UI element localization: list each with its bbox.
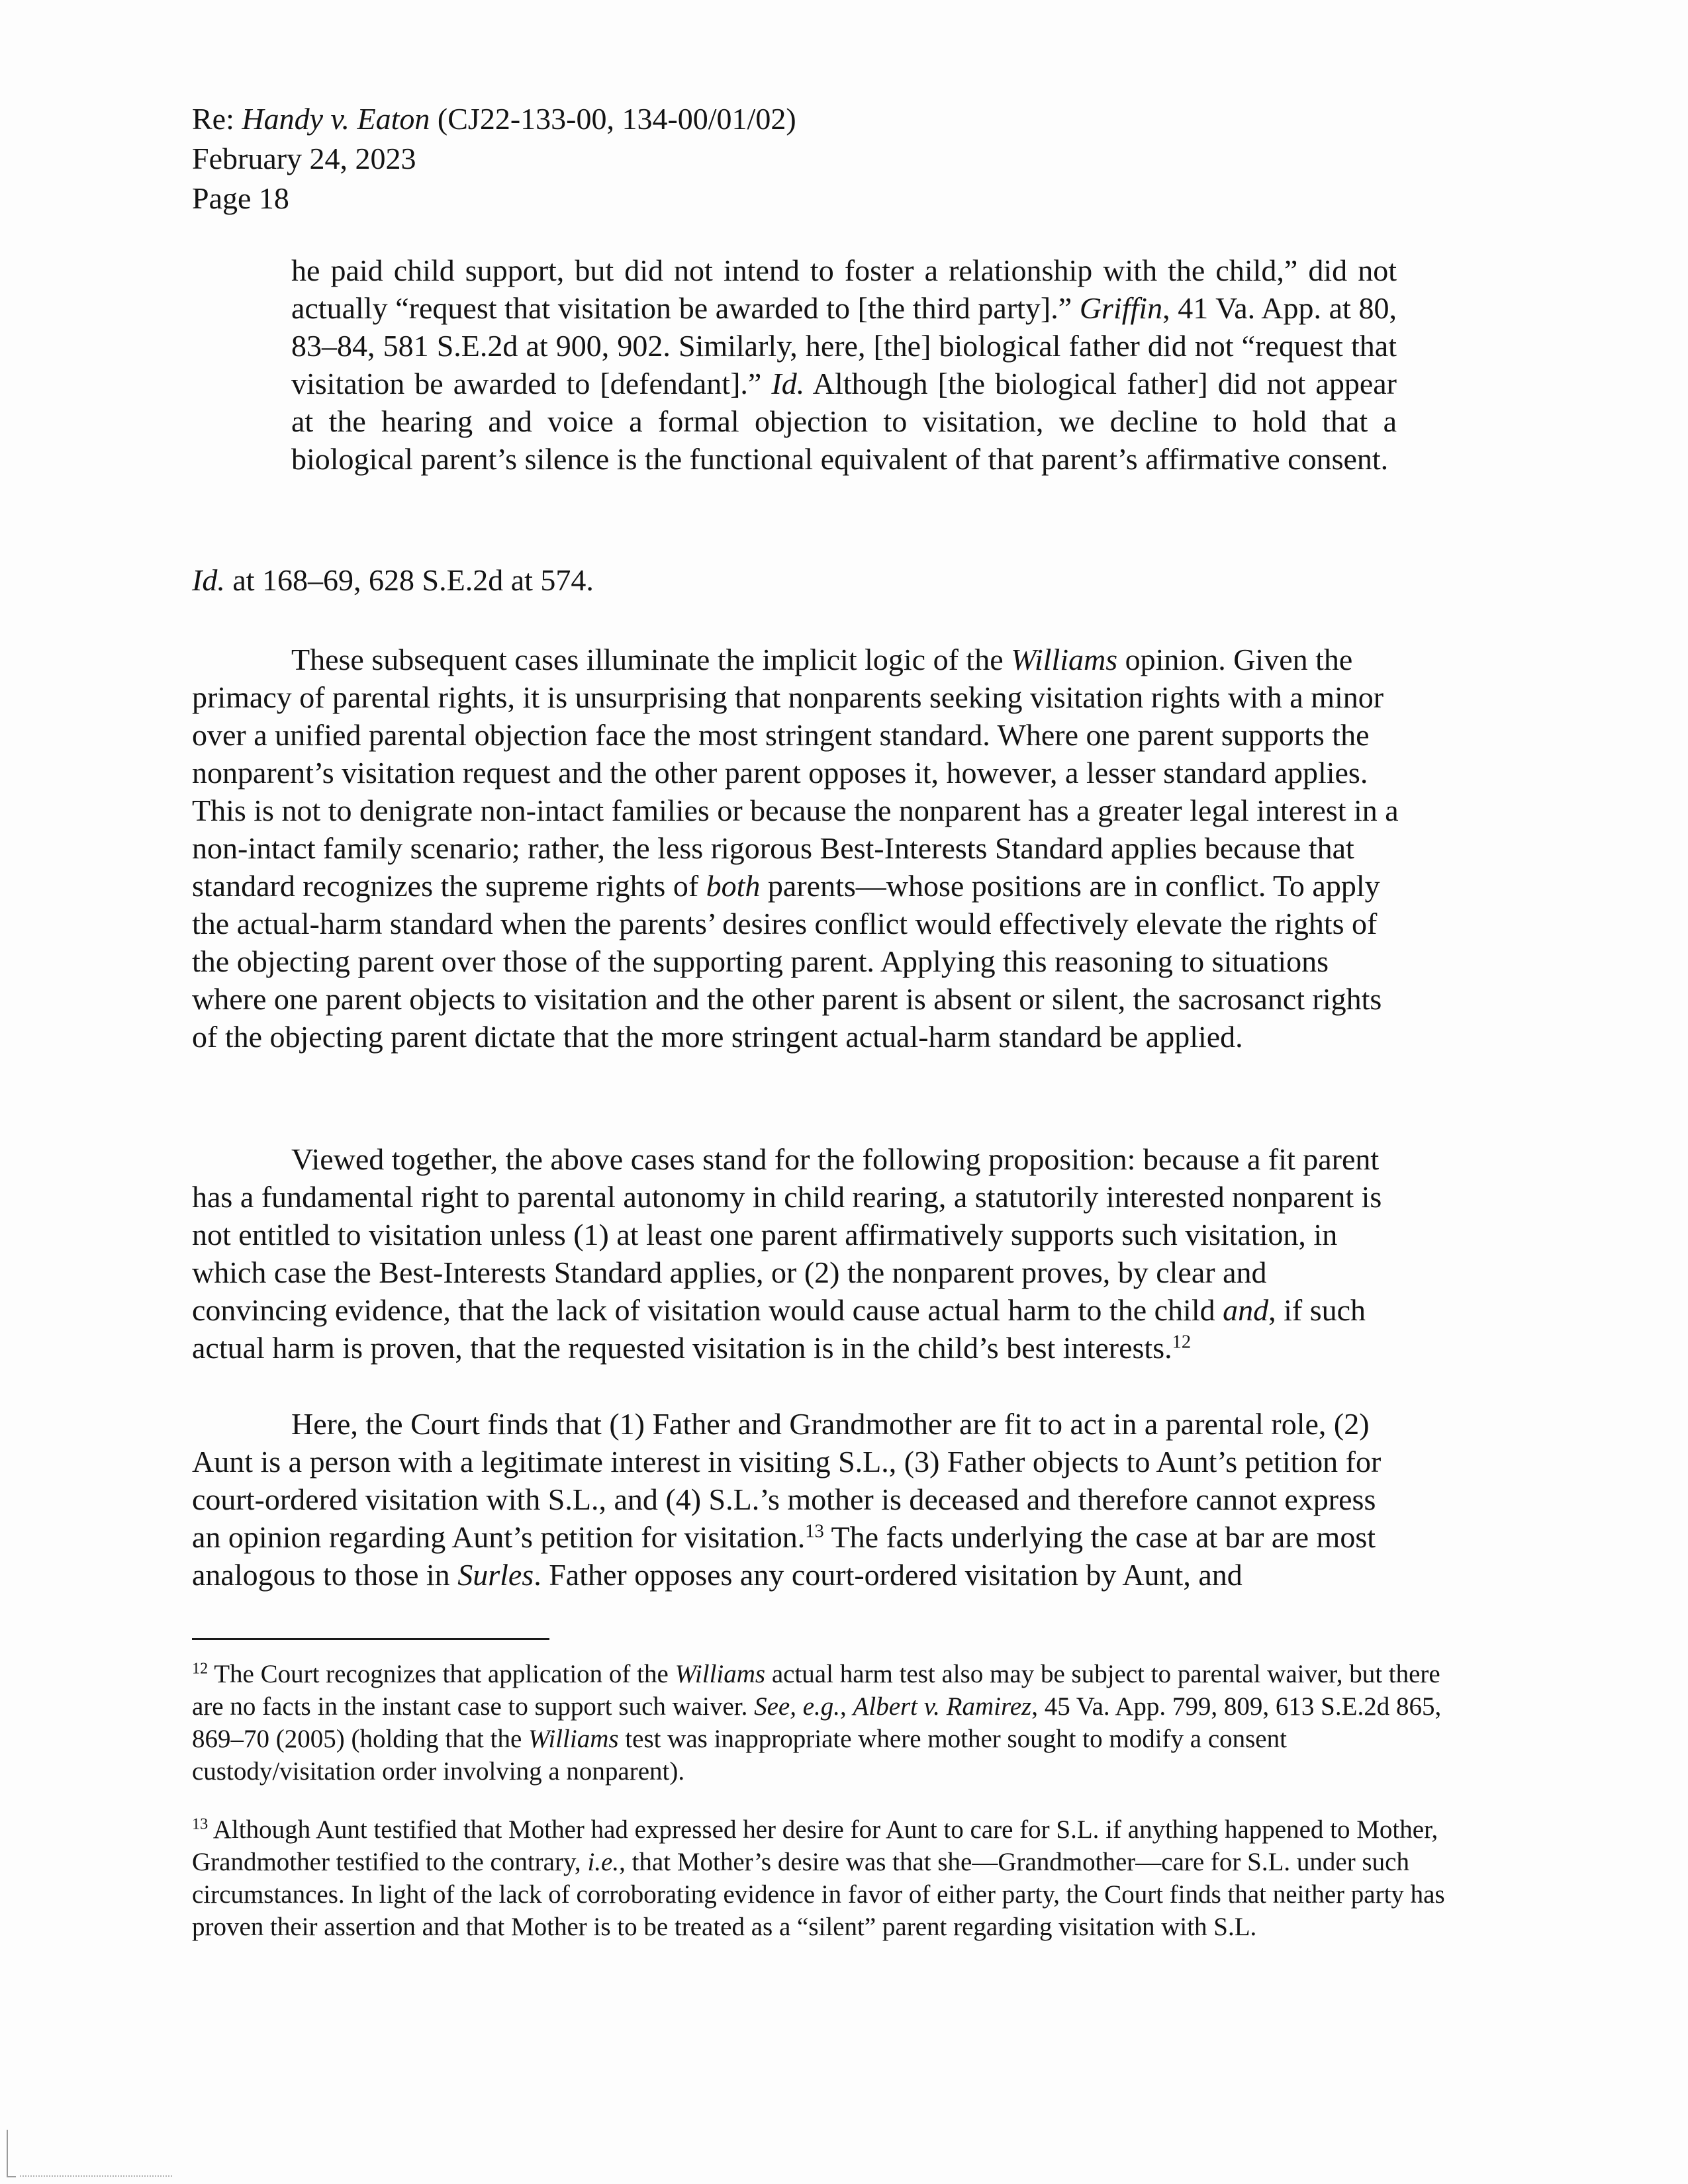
footnote-ref: 13: [805, 1521, 824, 1542]
quote-text: , 41 Va. App. at 80, 83–84, 581 S.E.2d at 900, 902. Similarly, here, [the] biological father did not “request that visitation be awarded to [defendant].”: [291, 291, 1397, 400]
paragraph-text: . Father opposes any court-ordered visitation by Aunt, and: [534, 1558, 1243, 1592]
paragraph-text: , if such actual harm is proven, that the requested visitation is in the child’s best interests.: [192, 1293, 1366, 1365]
case-name-italic: Williams: [1011, 643, 1118, 676]
id-cite: Id.: [771, 367, 805, 400]
footnote-text: , that Mother’s desire was that she—Grandmother—care for S.L. under such circumstances. In light of the lack of corroborating evidence in favor of either party, the Court finds that neither party has proven their assertion and that Mother is to be treated as a “silent” parent regarding visitation with S.L.: [192, 1848, 1445, 1941]
footnote-text: actual harm test also may be subject to parental waiver, but there are no facts in the instant case to support such waiver.: [192, 1660, 1440, 1721]
emphasis-italic: and: [1223, 1293, 1269, 1327]
footnote-12: [192, 1658, 1463, 1788]
body-paragraph: [192, 1140, 1403, 1367]
paragraph-text: The facts underlying the case at bar are most analogous to those in: [192, 1520, 1376, 1592]
case-cite-italic: Griffin: [1079, 291, 1163, 325]
quote-text: Although [the biological father] did not appear at the hearing and voice a formal objection to visitation, we decline to hold that a biological parent’s silence is the functional equivalent of that parent’s affirmative consent.: [291, 367, 1397, 476]
paragraph-text: opinion. Given the primacy of parental rights, it is unsurprising that nonparents seeking visitation rights with a minor over a unified parental objection face the most stringent standard. Where one parent supports the nonparent’s visitation request and the other parent opposes it, however, a lesser standard applies. This is not to denigrate non-intact families or because the nonparent has a greater legal interest in a non-intact family scenario; rather, the less rigorous Best-Interests Standard applies because that standard recognizes the supreme rights of: [192, 643, 1399, 903]
re-line: [192, 99, 796, 139]
header-date: February 24, 2023: [192, 142, 416, 175]
footnote-text: Although Aunt testified that Mother had expressed her desire for Aunt to care for S.L. if anything happened to Mother, Grandmother testified to the contrary,: [192, 1815, 1438, 1876]
case-name-italic: Surles: [457, 1558, 534, 1592]
footnote-13: [192, 1813, 1463, 1943]
footnote-text: test was inappropriate where mother sought to modify a consent custody/visitation order involving a nonparent).: [192, 1725, 1287, 1786]
body-paragraph: [192, 1405, 1403, 1594]
block-quote: [291, 251, 1397, 478]
letter-header: [192, 99, 796, 218]
scan-corner-mark: [7, 2130, 16, 2177]
header-page-number: Page 18: [192, 181, 289, 215]
case-name: Handy v. Eaton: [242, 102, 430, 136]
footnote-separator: [192, 1638, 549, 1640]
footnote-ref: 12: [1172, 1332, 1192, 1353]
signal-italic: See, e.g.: [754, 1692, 841, 1721]
case-name-italic: Williams: [528, 1725, 619, 1753]
footnote-text: The Court recognizes that application of the: [208, 1660, 675, 1688]
id-cite: Id.: [192, 563, 225, 597]
footnote-number: 12: [192, 1659, 209, 1678]
case-name-italic: Albert v. Ramirez: [853, 1692, 1032, 1721]
paragraph-text: Viewed together, the above cases stand for the following proposition: because a fit parent has a fundamental right to parental autonomy in child rearing, a statutorily interested nonparent is not entitled to visitation unless (1) at least one parent affirmatively supports such visitation, in which case the Best-Interests Standard applies, or (2) the nonparent proves, by clear and convincing evidence, that the lack of visitation would cause actual harm to the child: [192, 1142, 1382, 1327]
case-name-italic: Williams: [675, 1660, 766, 1688]
abbrev-italic: i.e.: [587, 1848, 620, 1876]
emphasis-italic: both: [706, 869, 761, 903]
citation-line: [192, 561, 594, 599]
re-prefix: Re:: [192, 102, 242, 136]
case-numbers: (CJ22-133-00, 134-00/01/02): [430, 102, 796, 136]
footnote-text: ,: [840, 1692, 853, 1721]
scan-edge-mark: [20, 2175, 172, 2177]
paragraph-text: These subsequent cases illuminate the implicit logic of the: [291, 643, 1011, 676]
body-paragraph: [192, 641, 1403, 1056]
paragraph-text: parents—whose positions are in conflict. To apply the actual-harm standard when the parents’ desires conflict would effectively elevate the rights of the objecting parent over those of the supporting parent. Applying this reasoning to situations where one parent objects to visitation and the other parent is absent or silent, the sacrosanct rights of the objecting parent dictate that the more stringent actual-harm standard be applied.: [192, 869, 1382, 1054]
quote-text: he paid child support, but did not intend to foster a relationship with the child,” did not actually “request that visitation be awarded to [the third party].”: [291, 253, 1397, 325]
footnote-number: 13: [192, 1815, 209, 1833]
citation-text: at 168–69, 628 S.E.2d at 574.: [224, 563, 594, 597]
paragraph-text: Here, the Court finds that (1) Father and Grandmother are fit to act in a parental role, (2) Aunt is a person with a legitimate interest in visiting S.L., (3) Father objects to Aunt’s petition for court-ordered visitation with S.L., and (4) S.L.’s mother is deceased and therefore cannot express an opinion regarding Aunt’s petition for visitation.: [192, 1407, 1382, 1554]
footnote-text: , 45 Va. App. 799, 809, 613 S.E.2d 865, 869–70 (2005) (holding that the: [192, 1692, 1442, 1753]
